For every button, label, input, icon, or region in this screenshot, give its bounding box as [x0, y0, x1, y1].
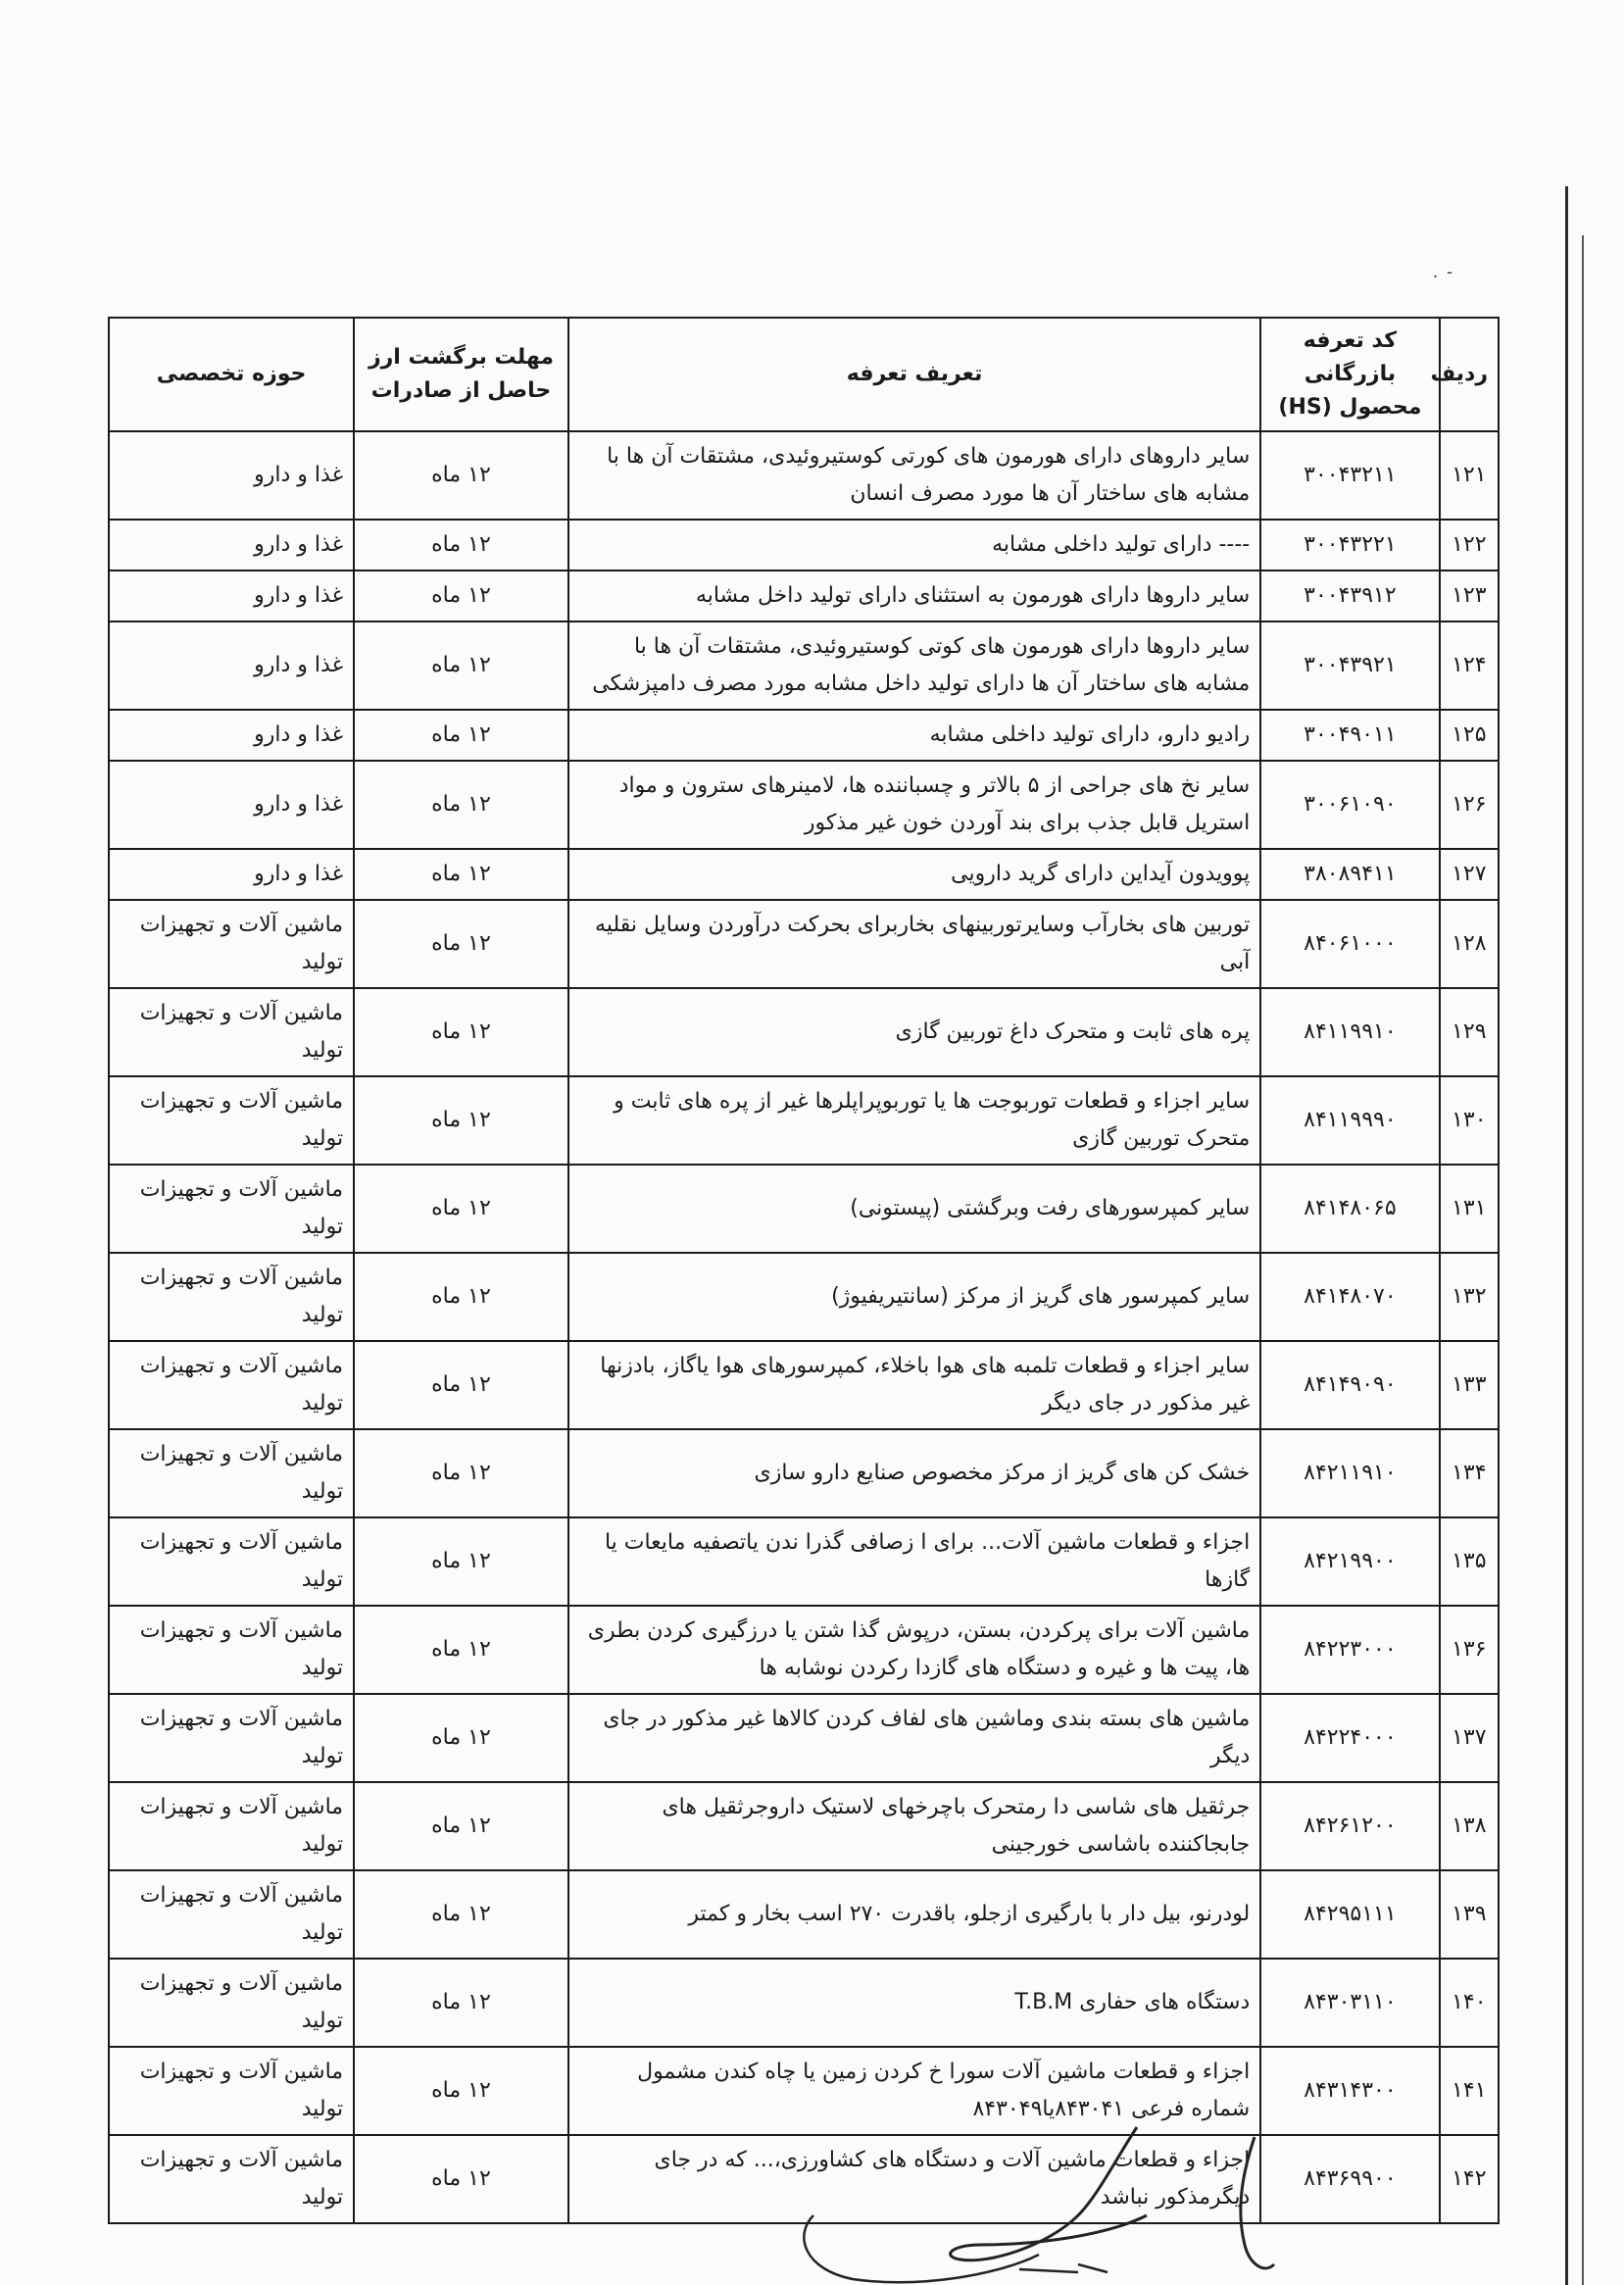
sector: ماشین آلات و تجهیزات تولید [109, 1429, 354, 1517]
sector: ماشین آلات و تجهیزات تولید [109, 1870, 354, 1959]
deadline: ۱۲ ماه [354, 1694, 568, 1782]
tariff-description: سایر داروها دارای هورمون های کوتی کوستیروئیدی، مشتقات آن ها با مشابه های ساختار آن ها دارای تولید داخل مشابه مورد مصرف دامپزشکی [568, 621, 1260, 710]
table-row [109, 988, 1499, 1076]
tariff-description: جرثقیل های شاسی دا رمتحرک باچرخهای لاستیک داروجرثقیل های جابجاکننده باشاسی خورجینی [568, 1782, 1260, 1870]
row-number: ۱۲۳ [1440, 571, 1499, 621]
row-number: ۱۳۷ [1440, 1694, 1499, 1782]
row-number: ۱۲۵ [1440, 710, 1499, 761]
tariff-description: خشک کن های گریز از مرکز مخصوص صنایع دارو سازی [568, 1429, 1260, 1517]
table-body [109, 431, 1499, 2223]
tariff-description: اجزاء و قطعات ماشین آلات سورا خ کردن زمین یا چاه کندن مشمول شماره فرعی ۸۴۳۰۴۱یا۸۴۳۰۴۹ [568, 2047, 1260, 2135]
hs-code: ۳۸۰۸۹۴۱۱ [1260, 849, 1439, 900]
tariff-description: توربین های بخارآب وسایرتوربینهای بخاربرای بحرکت درآوردن وسایل نقلیه آبی [568, 900, 1260, 988]
tariff-description: رادیو دارو، دارای تولید داخلی مشابه [568, 710, 1260, 761]
sector: ماشین آلات و تجهیزات تولید [109, 1606, 354, 1694]
sector: غذا و دارو [109, 761, 354, 849]
deadline: ۱۲ ماه [354, 1959, 568, 2047]
deadline: ۱۲ ماه [354, 2047, 568, 2135]
table-row [109, 1165, 1499, 1253]
row-number: ۱۳۱ [1440, 1165, 1499, 1253]
sector: غذا و دارو [109, 621, 354, 710]
sector: ماشین آلات و تجهیزات تولید [109, 1517, 354, 1606]
hs-code: ۸۴۰۶۱۰۰۰ [1260, 900, 1439, 988]
table-row [109, 1341, 1499, 1429]
tariff-description: سایر داروها دارای هورمون به استثنای دارای تولید داخل مشابه [568, 571, 1260, 621]
row-number: ۱۳۸ [1440, 1782, 1499, 1870]
tariff-description: اجزاء و قطعات ماشین آلات... برای ا زصافی گذرا ندن یاتصفیه مایعات یا گازها [568, 1517, 1260, 1606]
hs-code: ۸۴۱۱۹۹۱۰ [1260, 988, 1439, 1076]
tariff-description: ماشین های بسته بندی وماشین های لفاف کردن کالاها غیر مذکور در جای دیگر [568, 1694, 1260, 1782]
hs-code: ۸۴۱۴۸۰۶۵ [1260, 1165, 1439, 1253]
row-number: ۱۳۰ [1440, 1076, 1499, 1165]
hs-code: ۸۴۳۰۳۱۱۰ [1260, 1959, 1439, 2047]
row-number: ۱۳۹ [1440, 1870, 1499, 1959]
hs-code: ۸۴۲۱۹۹۰۰ [1260, 1517, 1439, 1606]
row-number: ۱۳۶ [1440, 1606, 1499, 1694]
deadline: ۱۲ ماه [354, 988, 568, 1076]
sector: ماشین آلات و تجهیزات تولید [109, 2135, 354, 2223]
sector: غذا و دارو [109, 431, 354, 520]
deadline: ۱۲ ماه [354, 1429, 568, 1517]
tariff-description: ---- دارای تولید داخلی مشابه [568, 520, 1260, 571]
tariff-description: سایر نخ های جراحی از ۵ بالاتر و چسباننده ها، لامینرهای سترون و مواد استریل قابل جذب برای بند آوردن خون غیر مذکور [568, 761, 1260, 849]
sector: غذا و دارو [109, 571, 354, 621]
deadline: ۱۲ ماه [354, 1253, 568, 1341]
tariff-description: سایر کمپرسور های گریز از مرکز (سانتیریفیوژ) [568, 1253, 1260, 1341]
sector: ماشین آلات و تجهیزات تولید [109, 1782, 354, 1870]
header-deadline: مهلت برگشت ارز حاصل از صادرات [354, 318, 568, 431]
deadline: ۱۲ ماه [354, 900, 568, 988]
table-row [109, 761, 1499, 849]
deadline: ۱۲ ماه [354, 1076, 568, 1165]
table-row [109, 1429, 1499, 1517]
hs-code: ۳۰۰۴۳۹۱۲ [1260, 571, 1439, 621]
row-number: ۱۲۷ [1440, 849, 1499, 900]
tariff-description: سایر کمپرسورهای رفت وبرگشتی (پیستونی) [568, 1165, 1260, 1253]
sector: غذا و دارو [109, 849, 354, 900]
header-description: تعریف تعرفه [568, 318, 1260, 431]
hs-code: ۸۴۲۹۵۱۱۱ [1260, 1870, 1439, 1959]
hs-code: ۸۴۲۶۱۲۰۰ [1260, 1782, 1439, 1870]
row-number: ۱۲۲ [1440, 520, 1499, 571]
deadline: ۱۲ ماه [354, 710, 568, 761]
hs-code: ۸۴۲۲۴۰۰۰ [1260, 1694, 1439, 1782]
hs-code: ۸۴۳۱۴۳۰۰ [1260, 2047, 1439, 2135]
tariff-description: لودرنو، بیل دار با بارگیری ازجلو، باقدرت ۲۷۰ اسب بخار و کمتر [568, 1870, 1260, 1959]
deadline: ۱۲ ماه [354, 1870, 568, 1959]
sector: ماشین آلات و تجهیزات تولید [109, 900, 354, 988]
row-number: ۱۲۱ [1440, 431, 1499, 520]
sector: ماشین آلات و تجهیزات تولید [109, 1076, 354, 1165]
tariff-description: سایر داروهای دارای هورمون های کورتی کوستیروئیدی، مشتقات آن ها با مشابه های ساختار آن ها مورد مصرف انسان [568, 431, 1260, 520]
deadline: ۱۲ ماه [354, 1782, 568, 1870]
deadline: ۱۲ ماه [354, 520, 568, 571]
deadline: ۱۲ ماه [354, 621, 568, 710]
deadline: ۱۲ ماه [354, 1606, 568, 1694]
table-row [109, 1606, 1499, 1694]
tariff-description: سایر اجزاء و قطعات تلمبه های هوا باخلاء، کمپرسورهای هوا یاگاز، بادزنها غیر مذکور در جای دیگر [568, 1341, 1260, 1429]
deadline: ۱۲ ماه [354, 431, 568, 520]
table-row [109, 1959, 1499, 2047]
tariff-description: ماشین آلات برای پرکردن، بستن، درپوش گذا شتن یا درزگیری کردن بطری ها، پیت ها و غیره و دستگاه های گازدا رکردن نوشابه ها [568, 1606, 1260, 1694]
page-mark: . - [1433, 263, 1454, 281]
sector: ماشین آلات و تجهیزات تولید [109, 1959, 354, 2047]
tariff-description: سایر اجزاء و قطعات توربوجت ها یا توربوپراپلرها غیر از پره های ثابت و متحرک توربین گازی [568, 1076, 1260, 1165]
hs-code: ۸۴۲۲۳۰۰۰ [1260, 1606, 1439, 1694]
sector: ماشین آلات و تجهیزات تولید [109, 1253, 354, 1341]
page-edge-line [1565, 186, 1568, 2285]
sector: ماشین آلات و تجهیزات تولید [109, 1341, 354, 1429]
deadline: ۱۲ ماه [354, 2135, 568, 2223]
tariff-description: اجزاء و قطعات ماشین آلات و دستگاه های کشاورزی،... که در جای دیگرمذکور نباشد [568, 2135, 1260, 2223]
hs-code: ۳۰۰۴۳۲۲۱ [1260, 520, 1439, 571]
sector: ماشین آلات و تجهیزات تولید [109, 1694, 354, 1782]
table-row [109, 1517, 1499, 1606]
row-number: ۱۲۴ [1440, 621, 1499, 710]
deadline: ۱۲ ماه [354, 1341, 568, 1429]
sector: ماشین آلات و تجهیزات تولید [109, 2047, 354, 2135]
row-number: ۱۴۱ [1440, 2047, 1499, 2135]
hs-code: ۸۴۲۱۱۹۱۰ [1260, 1429, 1439, 1517]
row-number: ۱۳۲ [1440, 1253, 1499, 1341]
row-number: ۱۴۰ [1440, 1959, 1499, 2047]
tariff-description: پوویدون آیداین دارای گرید دارویی [568, 849, 1260, 900]
deadline: ۱۲ ماه [354, 571, 568, 621]
header-row-number: ردیف [1440, 318, 1499, 431]
row-number: ۱۲۶ [1440, 761, 1499, 849]
sector: ماشین آلات و تجهیزات تولید [109, 988, 354, 1076]
table-row [109, 1253, 1499, 1341]
row-number: ۱۳۴ [1440, 1429, 1499, 1517]
table-row [109, 1076, 1499, 1165]
row-number: ۱۲۹ [1440, 988, 1499, 1076]
page-edge-line-inner [1582, 235, 1584, 2285]
deadline: ۱۲ ماه [354, 849, 568, 900]
row-number: ۱۴۲ [1440, 2135, 1499, 2223]
hs-code: ۸۴۱۴۸۰۷۰ [1260, 1253, 1439, 1341]
row-number: ۱۳۵ [1440, 1517, 1499, 1606]
table-row [109, 1870, 1499, 1959]
table-row [109, 431, 1499, 520]
deadline: ۱۲ ماه [354, 1517, 568, 1606]
header-hs-code: کد تعرفه بازرگانی محصول (HS) [1260, 318, 1439, 431]
deadline: ۱۲ ماه [354, 761, 568, 849]
sector: غذا و دارو [109, 710, 354, 761]
table-row [109, 900, 1499, 988]
table-row [109, 710, 1499, 761]
hs-code: ۸۴۱۱۹۹۹۰ [1260, 1076, 1439, 1165]
tariff-description: پره های ثابت و متحرک داغ توربین گازی [568, 988, 1260, 1076]
sector: غذا و دارو [109, 520, 354, 571]
table-row [109, 621, 1499, 710]
hs-code: ۳۰۰۶۱۰۹۰ [1260, 761, 1439, 849]
deadline: ۱۲ ماه [354, 1165, 568, 1253]
table-row [109, 849, 1499, 900]
sector: ماشین آلات و تجهیزات تولید [109, 1165, 354, 1253]
row-number: ۱۲۸ [1440, 900, 1499, 988]
hs-code: ۸۴۱۴۹۰۹۰ [1260, 1341, 1439, 1429]
tariff-description: دستگاه های حفاری T.B.M [568, 1959, 1260, 2047]
header-sector: حوزه تخصصی [109, 318, 354, 431]
table-header-row [109, 318, 1499, 431]
handwritten-signature [784, 2098, 1392, 2284]
hs-code: ۳۰۰۴۹۰۱۱ [1260, 710, 1439, 761]
table-row [109, 1782, 1499, 1870]
hs-code: ۳۰۰۴۳۹۲۱ [1260, 621, 1439, 710]
table-row [109, 520, 1499, 571]
hs-code: ۸۴۳۶۹۹۰۰ [1260, 2135, 1439, 2223]
hs-code: ۳۰۰۴۳۲۱۱ [1260, 431, 1439, 520]
tariff-table [108, 317, 1500, 2224]
row-number: ۱۳۳ [1440, 1341, 1499, 1429]
table-row [109, 571, 1499, 621]
table-row [109, 1694, 1499, 1782]
